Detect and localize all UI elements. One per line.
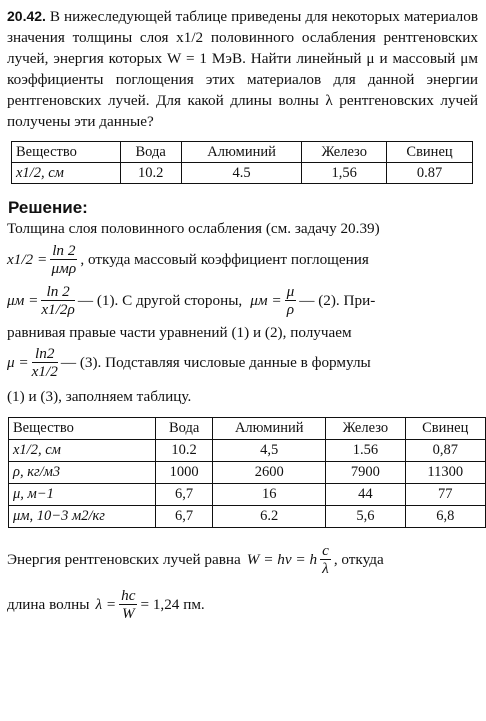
- table-cell: 77: [405, 484, 485, 506]
- table-header-row: [12, 142, 473, 163]
- formula-lhs: x1/2 =: [7, 250, 48, 268]
- table-row: [9, 484, 486, 506]
- table-cell: 6.2: [213, 506, 326, 528]
- formula-text: — (3). Подставляя числовые данные в формулы: [60, 353, 371, 371]
- table-cell: 6,8: [405, 506, 485, 528]
- fraction-denominator: λ: [322, 560, 329, 577]
- fraction-denominator: x1/2: [31, 363, 58, 380]
- formula-text: — (1). С другой стороны,: [77, 291, 243, 309]
- table-header-cell: Алюминий: [213, 418, 326, 440]
- problem-number: 20.42.: [7, 8, 46, 24]
- table-row: [9, 506, 486, 528]
- table-cell: 44: [326, 484, 405, 506]
- fraction: [41, 283, 74, 318]
- table-header-cell: Свинец: [387, 142, 473, 163]
- formula-line: [7, 587, 478, 622]
- row-label: μ, м−1: [9, 484, 156, 506]
- formula-text: = 1,24 пм.: [140, 595, 205, 613]
- table-row: [12, 163, 473, 184]
- table-header-cell: Железо: [302, 142, 387, 163]
- table-cell: 16: [213, 484, 326, 506]
- fraction: [119, 587, 137, 622]
- table-cell: 0,87: [405, 440, 485, 462]
- formula-lhs: μм =: [7, 291, 39, 309]
- formula-text: , откуда: [333, 550, 384, 568]
- formula-line: [7, 542, 478, 577]
- table-cell: 10.2: [155, 440, 212, 462]
- data-table: [11, 141, 473, 184]
- table-row: [9, 462, 486, 484]
- table-header-cell: Железо: [326, 418, 405, 440]
- formula-line: [7, 242, 478, 277]
- table-header-cell: Алюминий: [181, 142, 302, 163]
- table-cell: 6,7: [155, 506, 212, 528]
- fraction-denominator: W: [121, 605, 135, 622]
- fraction-numerator: ln2: [32, 345, 58, 363]
- table-header-cell: Вода: [155, 418, 212, 440]
- table-header-cell: Вещество: [9, 418, 156, 440]
- formula-text: , откуда массовый коэффициент поглощения: [80, 250, 369, 268]
- solution-heading: Решение:: [8, 198, 88, 217]
- fraction-numerator: μ: [286, 283, 295, 300]
- problem-text: В нижеследующей таблице приведены для некоторых материалов значения толщины слоя x1/2 половинного ослабления рентгеновских лучей, энергия которых W = 1 МэВ. Найти линейный μ и массовый μм коэффициенты поглощения этих материалов для данной энергии рентгеновских лучей. Для какой длины волны λ рентгеновских лучей получены эти данные?: [7, 8, 478, 130]
- table-header-cell: Свинец: [405, 418, 485, 440]
- fraction: [50, 242, 77, 277]
- formula-line: [7, 283, 478, 318]
- table-cell: 7900: [326, 462, 405, 484]
- formula-text: Энергия рентгеновских лучей равна: [7, 550, 241, 568]
- formula-lhs: μ =: [7, 353, 29, 371]
- row-label: x1/2, см: [9, 440, 156, 462]
- fraction-denominator: μмρ: [51, 260, 77, 277]
- table-header-cell: Вещество: [12, 142, 121, 163]
- formula-text: длина волны: [7, 595, 90, 613]
- results-table: [8, 417, 486, 528]
- table-cell: 2600: [213, 462, 326, 484]
- problem-statement: [7, 6, 478, 132]
- table-cell: 4,5: [213, 440, 326, 462]
- solution-paragraph: равнивая правые части уравнений (1) и (2), получаем: [7, 324, 352, 341]
- fraction: [32, 345, 58, 380]
- fraction-numerator: ln 2: [52, 242, 76, 259]
- table-header-cell: Вода: [120, 142, 181, 163]
- fraction-numerator: c: [322, 542, 329, 559]
- fraction: [285, 283, 297, 318]
- table-cell: 1.56: [326, 440, 405, 462]
- fraction: [320, 542, 331, 577]
- fraction-denominator: ρ: [286, 301, 295, 318]
- solution-paragraph: (1) и (3), заполняем таблицу.: [7, 388, 192, 405]
- formula-lhs: μм =: [250, 291, 282, 309]
- table-cell: 6,7: [155, 484, 212, 506]
- table-cell: 4.5: [181, 163, 302, 184]
- formula-line: [7, 345, 478, 380]
- formula-text: — (2). При-: [299, 291, 376, 309]
- table-row: [9, 440, 486, 462]
- table-cell: 1000: [155, 462, 212, 484]
- table-cell: 10.2: [120, 163, 181, 184]
- row-label: ρ, кг/м3: [9, 462, 156, 484]
- row-label: x1/2, см: [12, 163, 121, 184]
- solution-paragraph: Толщина слоя половинного ослабления (см. задачу 20.39): [7, 220, 380, 237]
- table-cell: 5,6: [326, 506, 405, 528]
- table-cell: 0.87: [387, 163, 473, 184]
- row-label: μм, 10−3 м2/кг: [9, 506, 156, 528]
- table-header-row: [9, 418, 486, 440]
- table-cell: 1,56: [302, 163, 387, 184]
- formula-lhs: W = hν = h: [246, 550, 318, 568]
- formula-lhs: λ =: [95, 595, 117, 613]
- table-cell: 11300: [405, 462, 485, 484]
- fraction-denominator: x1/2ρ: [41, 301, 75, 318]
- fraction-numerator: ln 2: [41, 283, 74, 301]
- fraction-numerator: hc: [121, 587, 136, 604]
